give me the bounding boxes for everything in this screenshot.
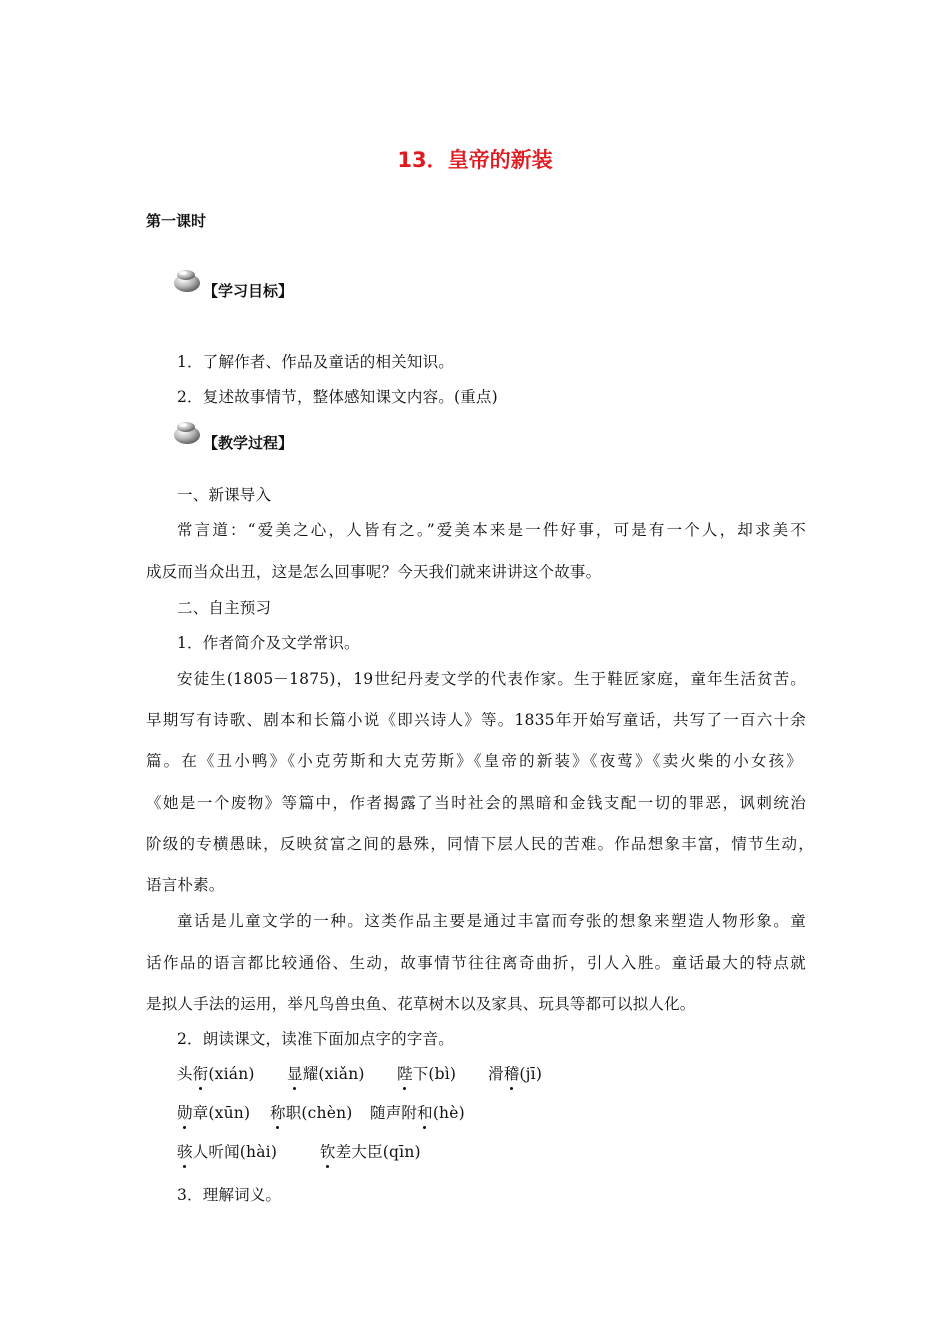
intro-line-2: 成反而当众出丑，这是怎么回事呢？今天我们就来讲讲这个故事。 [146, 563, 602, 581]
teapot-icon [172, 266, 204, 294]
pinyin-item: 钦差大臣(qīn) [320, 1140, 421, 1162]
page-title: 13．皇帝的新装 [397, 148, 553, 172]
fairy-line-2: 话作品的语言都比较通俗、生动，故事情节往往离奇曲折，引人入胜。童话最大的特点就 [146, 954, 806, 972]
item-3: 3．理解词义。 [177, 1186, 282, 1204]
goal-2: 2．复述故事情节，整体感知课文内容。(重点) [177, 388, 498, 406]
pinyin-item: 陛下(bì) [397, 1062, 456, 1084]
teapot-icon [172, 418, 204, 446]
pinyin-item: 称职(chèn) [270, 1101, 353, 1123]
pinyin-item: 随声附和(hè) [370, 1101, 465, 1123]
section-process: 【教学过程】 [203, 434, 294, 452]
bio-line-5: 阶级的专横愚昧，反映贫富之间的悬殊，同情下层人民的苦难。作品想象丰富，情节生动， [146, 835, 814, 853]
goal-1: 1．了解作者、作品及童话的相关知识。 [177, 353, 454, 371]
lesson-label: 第一课时 [146, 212, 207, 230]
item-2: 2．朗读课文，读准下面加点字的字音。 [177, 1030, 454, 1048]
section-goals: 【学习目标】 [203, 282, 294, 300]
pinyin-item: 头衔(xián) [177, 1062, 255, 1084]
pinyin-item: 显耀(xiǎn) [287, 1062, 365, 1084]
fairy-line-3: 是拟人手法的运用，举凡鸟兽虫鱼、花草树木以及家具、玩具等都可以拟人化。 [146, 995, 696, 1013]
item-1: 1．作者简介及文学常识。 [177, 634, 360, 652]
heading-preview: 二、自主预习 [177, 599, 272, 617]
bio-line-4: 《她是一个废物》等篇中，作者揭露了当时社会的黑暗和金钱支配一切的罪恶，讽刺统治 [146, 794, 806, 812]
fairy-line-1: 童话是儿童文学的一种。这类作品主要是通过丰富而夸张的想象来塑造人物形象。童 [177, 912, 806, 930]
pinyin-item: 勋章(xūn) [177, 1101, 250, 1123]
pinyin-item: 骇人听闻(hài) [177, 1140, 277, 1162]
bio-line-3: 篇。在《丑小鸭》《小克劳斯和大克劳斯》《皇帝的新装》《夜莺》《卖火柴的小女孩》 [146, 752, 802, 770]
heading-intro: 一、新课导入 [177, 486, 272, 504]
pinyin-item: 滑稽(jī) [488, 1062, 542, 1084]
bio-line-2: 早期写有诗歌、剧本和长篇小说《即兴诗人》等。1835年开始写童话，共写了一百六十余 [146, 711, 806, 729]
bio-line-6: 语言朴素。 [146, 876, 225, 894]
intro-line-1: 常言道：“爱美之心，人皆有之。”爱美本来是一件好事，可是有一个人，却求美不 [177, 521, 806, 539]
bio-line-1: 安徒生(1805－1875)，19世纪丹麦文学的代表作家。生于鞋匠家庭，童年生活贫苦。 [177, 670, 806, 688]
